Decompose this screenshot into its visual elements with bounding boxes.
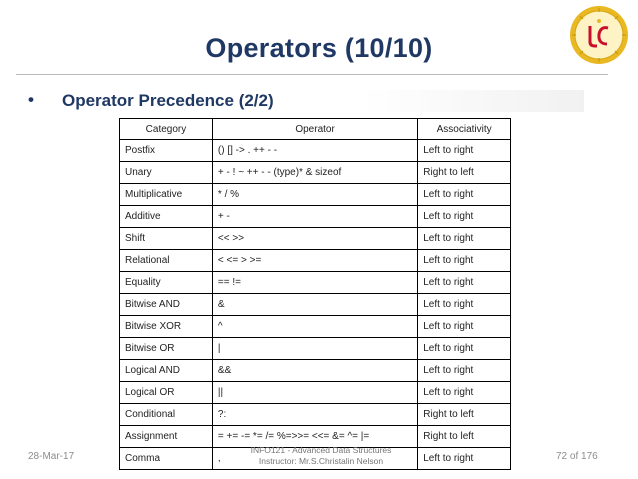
category-cell: Postfix: [120, 140, 213, 162]
category-cell: Relational: [120, 250, 213, 272]
slide-title: Operators (10/10): [205, 33, 433, 63]
associativity-cell: Left to right: [418, 338, 511, 360]
table-row: [120, 206, 511, 228]
column-header-operator: Operator: [212, 119, 417, 140]
associativity-cell: Left to right: [418, 184, 511, 206]
table-row: [120, 338, 511, 360]
category-cell: Assignment: [120, 426, 213, 448]
table-row: [120, 360, 511, 382]
table-row: [120, 250, 511, 272]
operator-cell: + - ! ~ ++ - - (type)* & sizeof: [212, 162, 417, 184]
table-row: [120, 272, 511, 294]
column-header-associativity: Associativity: [418, 119, 511, 140]
category-cell: Bitwise AND: [120, 294, 213, 316]
associativity-cell: Right to left: [418, 404, 511, 426]
title-divider: [16, 74, 608, 75]
operator-cell: ||: [212, 382, 417, 404]
associativity-cell: Left to right: [418, 250, 511, 272]
associativity-cell: Right to left: [418, 162, 511, 184]
category-cell: Conditional: [120, 404, 213, 426]
operator-cell: << >>: [212, 228, 417, 250]
associativity-cell: Left to right: [418, 316, 511, 338]
table-row: [120, 228, 511, 250]
operator-cell: &: [212, 294, 417, 316]
bullet-text: Operator Precedence (2/2): [62, 91, 274, 110]
table-header-row: [120, 119, 511, 140]
associativity-cell: Left to right: [418, 294, 511, 316]
operator-cell: * / %: [212, 184, 417, 206]
footer-course: INFO121 - Advanced Data Structures: [250, 445, 392, 455]
footer-date: 28-Mar-17: [28, 451, 75, 462]
operator-cell: () [] -> . ++ - -: [212, 140, 417, 162]
associativity-cell: Left to right: [418, 272, 511, 294]
university-seal-icon: [568, 4, 630, 66]
category-cell: Logical OR: [120, 382, 213, 404]
bullet-item: [28, 90, 584, 112]
table-row: [120, 294, 511, 316]
associativity-cell: Right to left: [418, 426, 511, 448]
category-cell: Comma: [120, 448, 213, 470]
operator-cell: |: [212, 338, 417, 360]
associativity-cell: Left to right: [418, 382, 511, 404]
associativity-cell: Left to right: [418, 448, 511, 470]
category-cell: Logical AND: [120, 360, 213, 382]
category-cell: Bitwise OR: [120, 338, 213, 360]
table-row: [120, 404, 511, 426]
table-row: [120, 162, 511, 184]
precedence-table: [119, 118, 511, 470]
category-cell: Shift: [120, 228, 213, 250]
associativity-cell: Left to right: [418, 140, 511, 162]
category-cell: Multiplicative: [120, 184, 213, 206]
operator-cell: = += -= *= /= %=>>= <<= &= ^= |=: [212, 426, 417, 448]
operator-cell: < <= > >=: [212, 250, 417, 272]
operator-cell: ?:: [212, 404, 417, 426]
category-cell: Equality: [120, 272, 213, 294]
operator-cell: ^: [212, 316, 417, 338]
operator-cell: + -: [212, 206, 417, 228]
bullet-marker: •: [28, 90, 34, 109]
associativity-cell: Left to right: [418, 228, 511, 250]
operator-cell: &&: [212, 360, 417, 382]
table-row: [120, 140, 511, 162]
category-cell: Bitwise XOR: [120, 316, 213, 338]
footer-course-info: [236, 445, 406, 467]
category-cell: Unary: [120, 162, 213, 184]
associativity-cell: Left to right: [418, 206, 511, 228]
footer-instructor: Instructor: Mr.S.Christalin Nelson: [258, 456, 384, 466]
column-header-category: Category: [120, 119, 213, 140]
table-row: [120, 316, 511, 338]
associativity-cell: Left to right: [418, 360, 511, 382]
operator-cell: ,: [212, 448, 417, 470]
table-row: [120, 382, 511, 404]
operator-cell: == !=: [212, 272, 417, 294]
category-cell: Additive: [120, 206, 213, 228]
slide-number: 72 of 176: [556, 451, 598, 462]
table-row: [120, 184, 511, 206]
